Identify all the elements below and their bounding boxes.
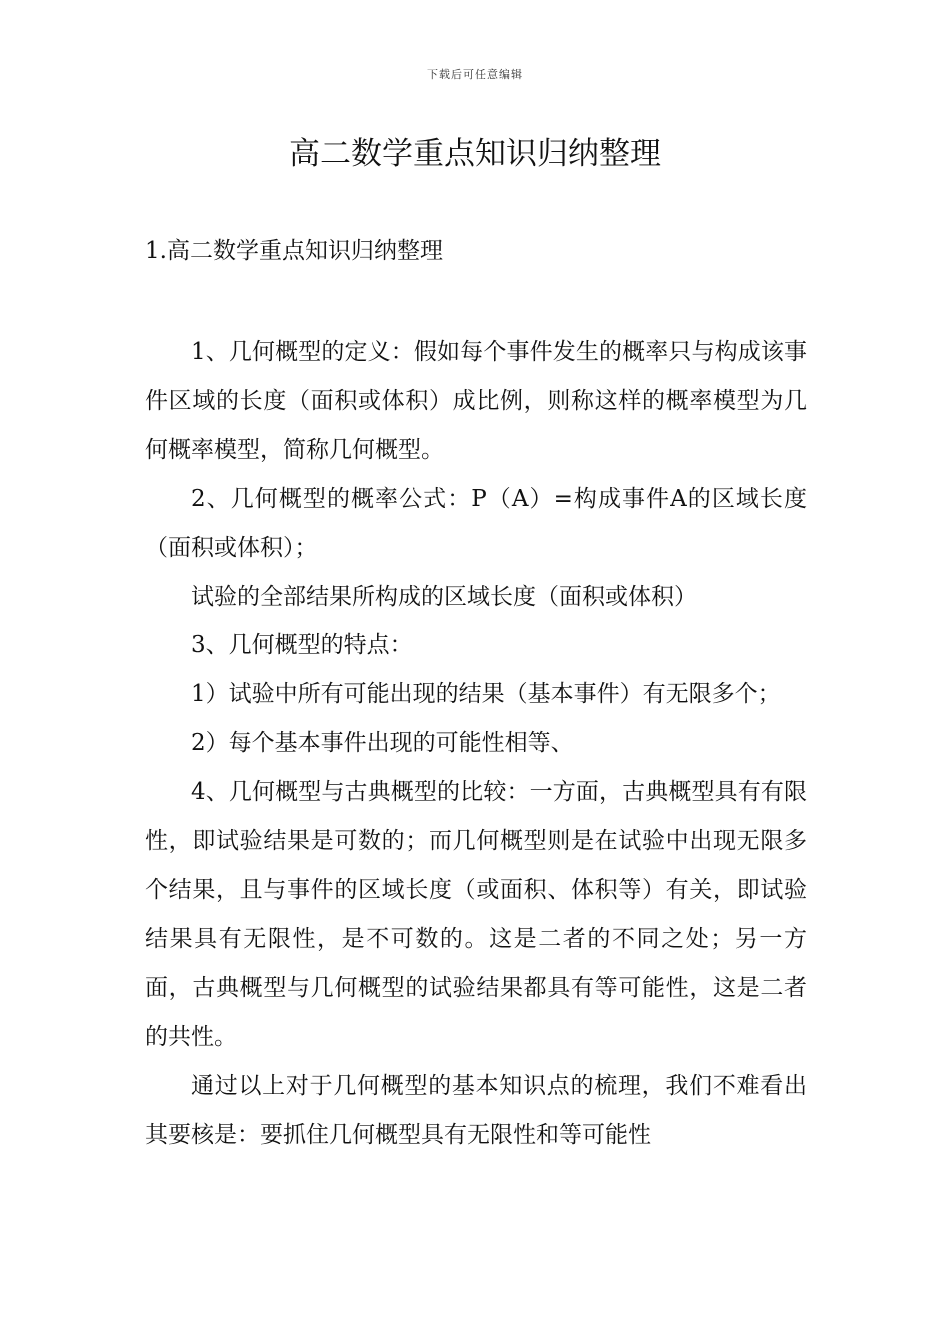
paragraph-feature-2: 2）每个基本事件出现的可能性相等、 — [191, 730, 574, 757]
document-title: 高二数学重点知识归纳整理 — [289, 136, 661, 172]
section-heading: 1.高二数学重点知识归纳整理 — [145, 238, 443, 264]
paragraph-features-heading: 3、几何概型的特点： — [191, 632, 413, 659]
paragraph-formula: 2、几何概型的概率公式：P（A）=构成事件A的区域长度（面积或体积）； — [145, 485, 807, 561]
paragraph-definition: 1、几何概型的定义：假如每个事件发生的概率只与构成该事件区域的长度（面积或体积）成比例，则称这样的概率模型为几何概率模型，简称几何概型。 — [145, 339, 807, 463]
document-body — [145, 328, 807, 1159]
paragraph-feature-1: 1）试验中所有可能出现的结果（基本事件）有无限多个； — [191, 681, 781, 708]
paragraph-comparison: 4、几何概型与古典概型的比较：一方面，古典概型具有有限性，即试验结果是可数的；而几何概型则是在试验中出现无限多个结果，且与事件的区域长度（或面积、体积等）有关，即试验结果具有无限性，是不可数的。这是二者的不同之处；另一方面，古典概型与几何概型的试验结果都具有等可能性，这是二者的共性。 — [145, 779, 807, 1050]
paragraph-formula-denominator: 试验的全部结果所构成的区域长度（面积或体积） — [191, 583, 697, 610]
header-note: 下载后可任意编辑 — [427, 68, 523, 81]
paragraph-summary: 通过以上对于几何概型的基本知识点的梳理，我们不难看出其要核是：要抓住几何概型具有无限性和等可能性 — [145, 1072, 807, 1148]
